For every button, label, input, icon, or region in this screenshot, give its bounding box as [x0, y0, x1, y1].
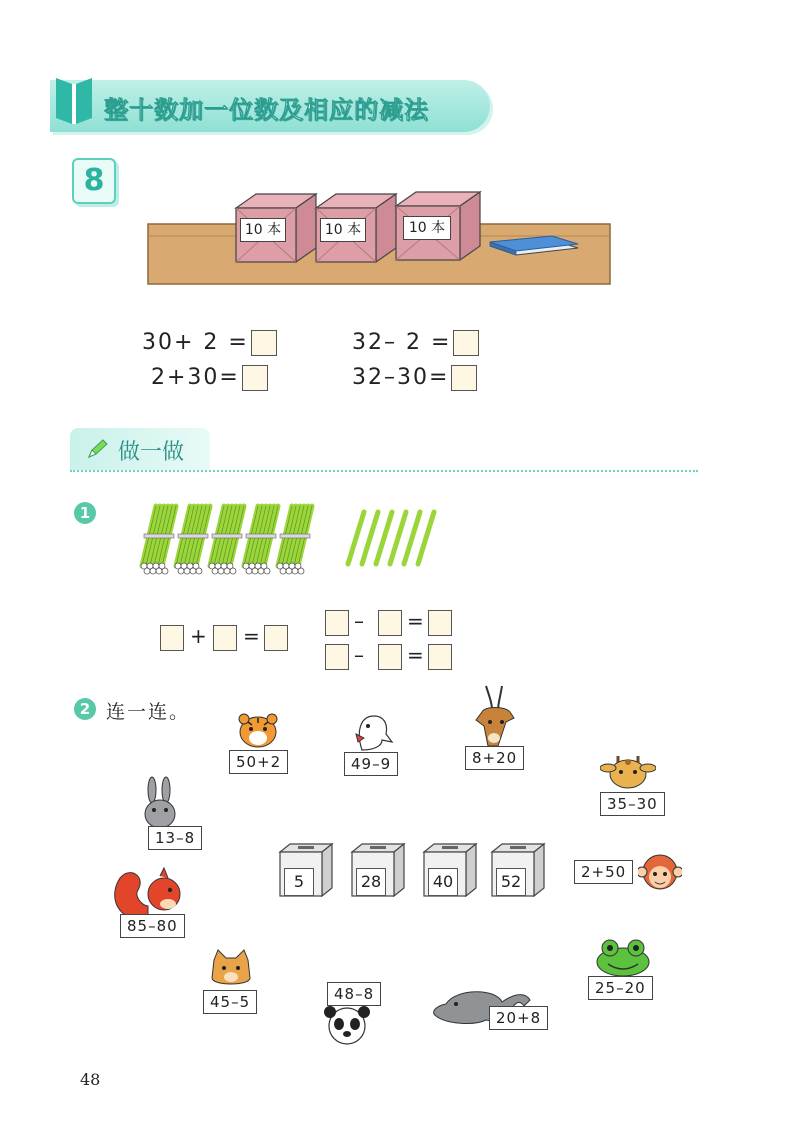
equation-1-text: 30+ 2 =	[142, 330, 249, 355]
number-box-28[interactable]	[348, 840, 408, 904]
tiger-icon	[236, 712, 280, 748]
deer-icon	[468, 682, 522, 748]
single-stick	[362, 512, 378, 564]
number-box-label: 28	[356, 868, 386, 896]
box-label-1: 10 本	[240, 218, 286, 242]
q1-sub1-box-3[interactable]	[428, 610, 452, 636]
pencil-icon	[86, 438, 110, 460]
book-icon	[52, 72, 96, 128]
stick-bundle	[277, 506, 312, 574]
number-box-40[interactable]	[420, 840, 480, 904]
q1-minus-1: –	[354, 609, 364, 633]
sticks-illustration	[138, 500, 448, 580]
box-label-3: 10 本	[403, 216, 451, 240]
answer-box-2[interactable]	[453, 330, 479, 356]
page-title: 整十数加一位数及相应的减法	[104, 96, 429, 124]
box-label-2: 10 本	[320, 218, 366, 242]
stick-bundle	[141, 506, 176, 574]
q1-sub1-box-1[interactable]	[325, 610, 349, 636]
single-stick	[376, 512, 392, 564]
monkey-icon	[638, 852, 682, 894]
expr-monkey[interactable]: 2+50	[574, 860, 633, 884]
q1-add-box-1[interactable]	[160, 625, 184, 651]
equation-2	[352, 330, 479, 356]
number-box-label: 5	[284, 868, 314, 896]
example-number: 8	[83, 163, 105, 198]
q1-add-box-3[interactable]	[264, 625, 288, 651]
number-box-52[interactable]	[488, 840, 548, 904]
section-divider	[70, 470, 698, 472]
single-stick	[348, 512, 364, 564]
q1-sub2-box-1[interactable]	[325, 644, 349, 670]
expr-cat[interactable]: 45–5	[203, 990, 257, 1014]
stick-bundles	[141, 506, 312, 574]
giraffe-icon	[600, 752, 656, 796]
cat-icon	[208, 948, 254, 988]
equation-2-text: 32– 2 =	[352, 330, 452, 355]
panda-icon	[322, 1004, 372, 1046]
expr-giraffe[interactable]: 35–30	[600, 792, 665, 816]
single-sticks	[348, 512, 434, 564]
q1-eq-2: =	[407, 609, 424, 633]
single-stick	[418, 512, 434, 564]
equation-4-text: 32–30=	[352, 365, 450, 390]
q1-sub2-box-3[interactable]	[428, 644, 452, 670]
frog-icon	[590, 938, 656, 978]
practice-tab-label: 做一做	[118, 440, 185, 465]
expr-tiger[interactable]: 50+2	[229, 750, 288, 774]
stick-bundle	[243, 506, 278, 574]
stick-bundle	[209, 506, 244, 574]
expr-rabbit[interactable]: 13–8	[148, 826, 202, 850]
question-2-number: 2	[74, 698, 96, 720]
book-boxes-illustration	[146, 188, 616, 288]
answer-box-4[interactable]	[451, 365, 477, 391]
equation-3-text: 2+30=	[142, 365, 240, 390]
q1-eq-1: =	[243, 624, 260, 648]
number-box-label: 40	[428, 868, 458, 896]
equation-4	[352, 365, 477, 391]
expr-squirrel[interactable]: 85–80	[120, 914, 185, 938]
q1-sub1-box-2[interactable]	[378, 610, 402, 636]
single-stick	[404, 512, 420, 564]
single-stick	[390, 512, 406, 564]
equation-1	[142, 330, 277, 356]
expr-swan[interactable]: 49–9	[344, 752, 398, 776]
page-number: 48	[80, 1070, 101, 1089]
practice-tab	[70, 428, 210, 470]
expr-panda[interactable]: 48–8	[327, 982, 381, 1006]
equation-3	[142, 365, 268, 391]
question-1-number: 1	[74, 502, 96, 524]
expr-deer[interactable]: 8+20	[465, 746, 524, 770]
example-number-badge	[72, 158, 116, 204]
swan-icon	[352, 712, 398, 752]
section-banner	[50, 80, 490, 132]
answer-box-3[interactable]	[242, 365, 268, 391]
stick-bundle	[175, 506, 210, 574]
question-2-instruction: 连一连。	[106, 701, 191, 723]
expr-frog[interactable]: 25–20	[588, 976, 653, 1000]
q1-minus-2: –	[354, 643, 364, 667]
number-box-5[interactable]	[276, 840, 336, 904]
number-box-label: 52	[496, 868, 526, 896]
q1-add-box-2[interactable]	[213, 625, 237, 651]
answer-box-1[interactable]	[251, 330, 277, 356]
q1-eq-3: =	[407, 643, 424, 667]
q1-plus: +	[190, 624, 207, 648]
expr-elephant[interactable]: 20+8	[489, 1006, 548, 1030]
q1-sub2-box-2[interactable]	[378, 644, 402, 670]
